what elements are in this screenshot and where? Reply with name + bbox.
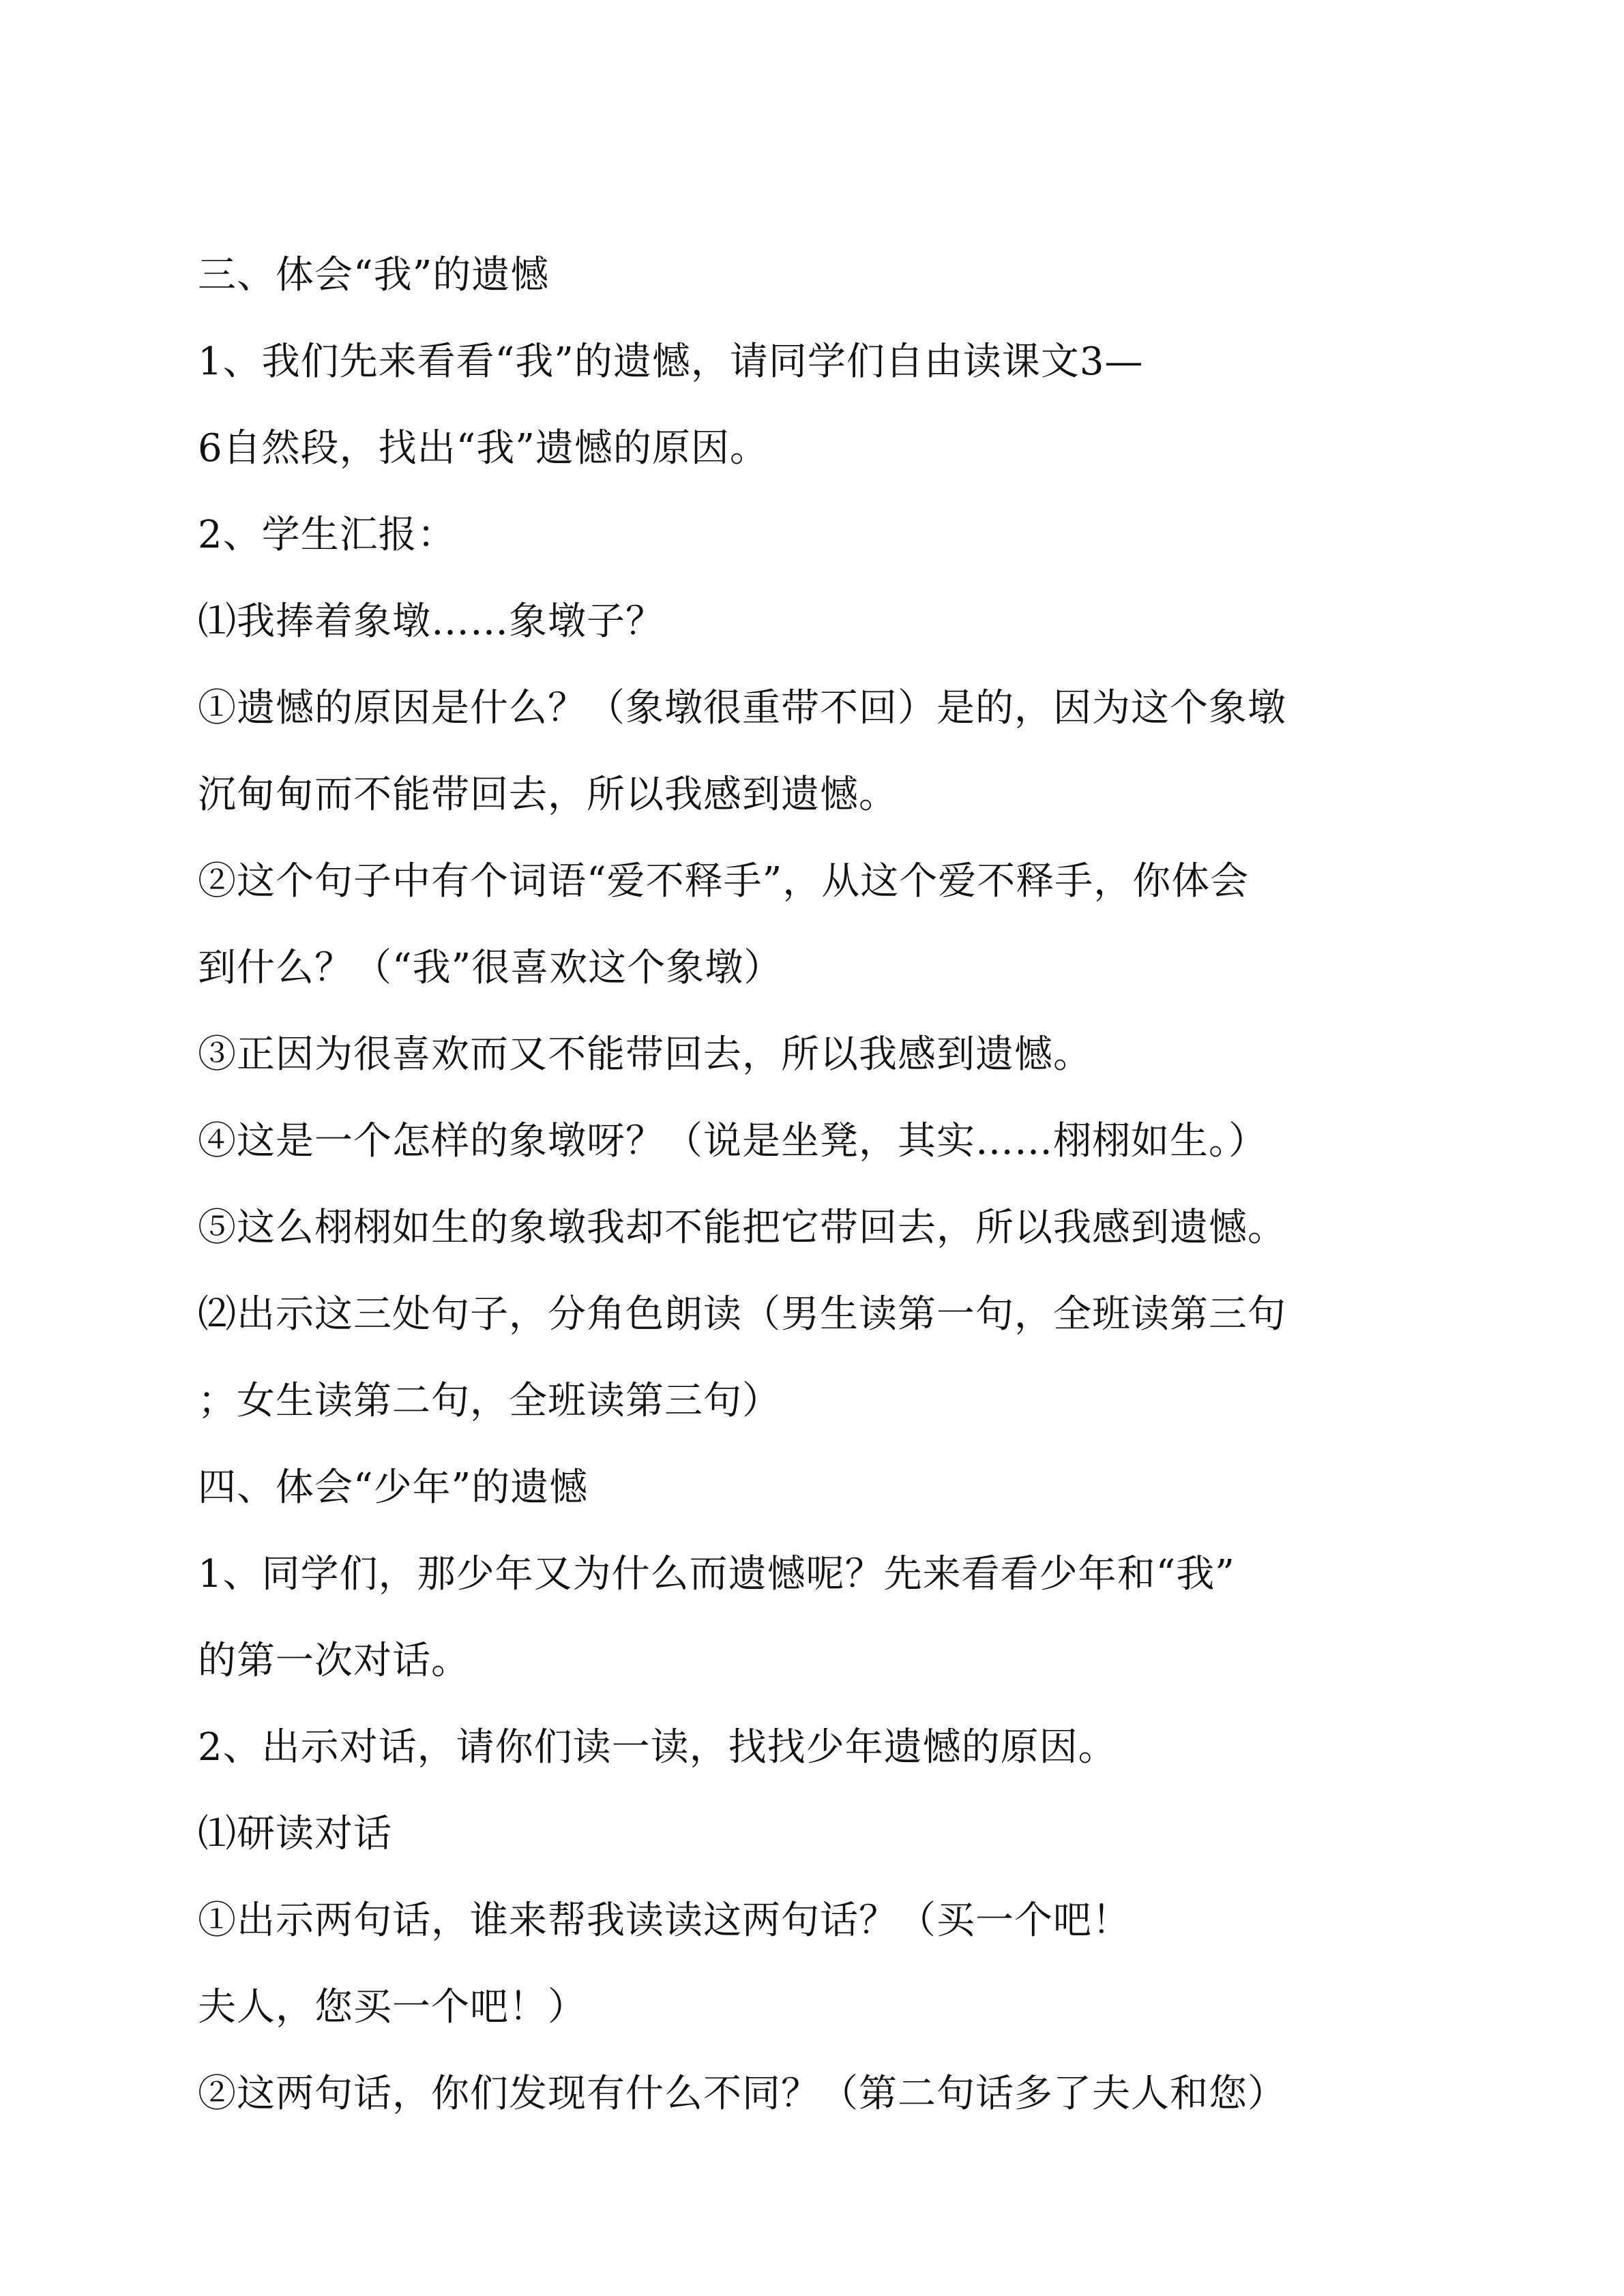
paragraph-line: ⑴我捧着象墩……象墩子？: [198, 599, 664, 644]
paragraph-line: 夫人，您买一个吧！）: [198, 1985, 587, 2029]
paragraph-line: ①出示两句话，谁来帮我读读这两句话？（买一个吧！: [198, 1898, 1131, 1943]
paragraph-line: 6自然段，找出“我”遗憾的原因。: [198, 426, 769, 471]
paragraph-line: 2、学生汇报：: [198, 513, 456, 557]
paragraph-line: ；女生读第二句，全班读第三句）: [198, 1379, 781, 1423]
paragraph-line: 沉甸甸而不能带回去，所以我感到遗憾。: [198, 773, 898, 817]
paragraph-line: ②这个句子中有个词语“爱不释手”，从这个爱不释手，你体会: [198, 859, 1250, 904]
paragraph-line: ①遗憾的原因是什么？（象墩很重带不回）是的，因为这个象墩: [198, 686, 1286, 730]
paragraph-line: 的第一次对话。: [198, 1639, 470, 1683]
paragraph-line: ⑴研读对话: [198, 1812, 392, 1856]
paragraph-line: ③正因为很喜欢而又不能带回去，所以我感到遗憾。: [198, 1032, 1092, 1077]
paragraph-line: ⑵出示这三处句子，分角色朗读（男生读第一句，全班读第三句: [198, 1292, 1286, 1337]
paragraph-line: ⑤这么栩栩如生的象墩我却不能把它带回去，所以我感到遗憾。: [198, 1206, 1286, 1250]
document-body: [198, 232, 1446, 2137]
paragraph-line: 2、出示对话，请你们读一读，找找少年遗憾的原因。: [198, 1725, 1117, 1770]
paragraph-line: 到什么？（“我”很喜欢这个象墩）: [198, 946, 783, 990]
paragraph-line: ②这两句话，你们发现有什么不同？（第二句话多了夫人和您）: [198, 2072, 1286, 2116]
paragraph-line: ④这是一个怎样的象墩呀？（说是坐凳，其实……栩栩如生。）: [198, 1119, 1267, 1163]
paragraph-line: 1、同学们，那少年又为什么而遗憾呢？先来看看少年和“我”: [198, 1552, 1235, 1596]
section-heading-4: 四、体会“少年”的遗憾: [198, 1465, 589, 1510]
section-heading-3: 三、体会“我”的遗憾: [198, 253, 550, 297]
paragraph-line: 1、我们先来看看“我”的遗憾，请同学们自由读课文3—: [198, 340, 1144, 384]
